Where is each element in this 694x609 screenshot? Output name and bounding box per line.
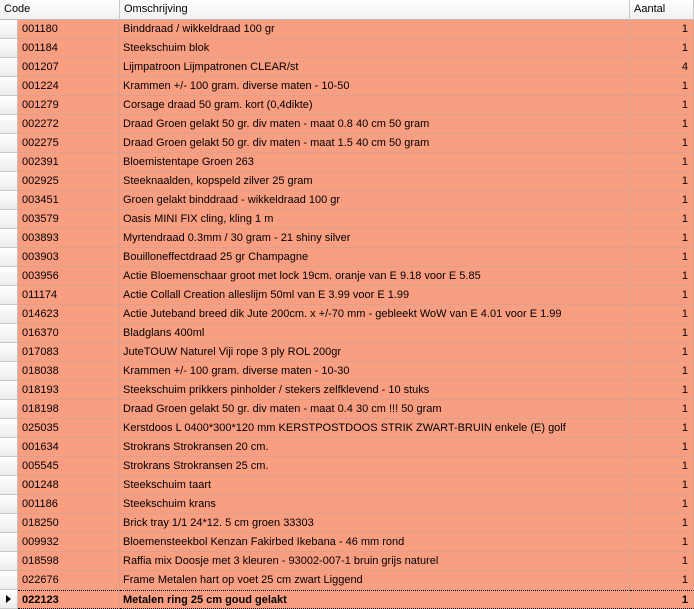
cell-description[interactable]: Draad Groen gelakt 50 gr. div maten - maat 0.8 40 cm 50 gram (120, 115, 630, 134)
table-row[interactable] (0, 400, 694, 419)
cell-code[interactable]: 009932 (18, 533, 120, 552)
cell-code[interactable]: 018250 (18, 514, 120, 533)
cell-quantity[interactable]: 1 (630, 172, 694, 191)
row-selector[interactable] (0, 457, 18, 476)
cell-quantity[interactable]: 1 (630, 229, 694, 248)
row-selector[interactable] (0, 20, 18, 39)
row-selector[interactable] (0, 476, 18, 495)
table-row[interactable] (0, 438, 694, 457)
cell-code[interactable]: 002925 (18, 172, 120, 191)
row-selector[interactable] (0, 115, 18, 134)
row-selector[interactable] (0, 248, 18, 267)
cell-quantity[interactable]: 1 (630, 438, 694, 457)
cell-description[interactable]: Draad Groen gelakt 50 gr. div maten - maat 1.5 40 cm 50 gram (120, 134, 630, 153)
cell-code[interactable]: 001279 (18, 96, 120, 115)
table-row[interactable] (0, 58, 694, 77)
cell-description[interactable]: Steekschuim blok (120, 39, 630, 58)
cell-code[interactable]: 005545 (18, 457, 120, 476)
table-row[interactable] (0, 248, 694, 267)
cell-description[interactable]: Bouilloneffectdraad 25 gr Champagne (120, 248, 630, 267)
table-row[interactable] (0, 362, 694, 381)
row-selector[interactable] (0, 305, 18, 324)
row-selector[interactable] (0, 381, 18, 400)
row-selector[interactable] (0, 39, 18, 58)
cell-code[interactable]: 001634 (18, 438, 120, 457)
cell-description[interactable]: Groen gelakt binddraad - wikkeldraad 100 gr (120, 191, 630, 210)
cell-code[interactable]: 001207 (18, 58, 120, 77)
row-selector[interactable] (0, 438, 18, 457)
cell-quantity[interactable]: 1 (630, 495, 694, 514)
cell-quantity[interactable]: 1 (630, 39, 694, 58)
table-row[interactable] (0, 267, 694, 286)
table-row[interactable] (0, 571, 694, 590)
cell-code[interactable]: 014623 (18, 305, 120, 324)
row-selector[interactable] (0, 514, 18, 533)
table-row-current[interactable] (0, 590, 694, 609)
cell-quantity[interactable]: 1 (630, 476, 694, 495)
cell-description[interactable]: Metalen ring 25 cm goud gelakt (120, 590, 630, 609)
cell-description[interactable]: Strokrans Strokransen 20 cm. (120, 438, 630, 457)
cell-code[interactable]: 002275 (18, 134, 120, 153)
cell-quantity[interactable]: 1 (630, 210, 694, 229)
cell-description[interactable]: Bladglans 400ml (120, 324, 630, 343)
cell-code[interactable]: 016370 (18, 324, 120, 343)
table-row[interactable] (0, 552, 694, 571)
cell-quantity[interactable]: 1 (630, 20, 694, 39)
table-row[interactable] (0, 191, 694, 210)
cell-quantity[interactable]: 1 (630, 267, 694, 286)
cell-code[interactable]: 001186 (18, 495, 120, 514)
table-row[interactable] (0, 153, 694, 172)
cell-quantity[interactable]: 1 (630, 134, 694, 153)
cell-quantity[interactable]: 1 (630, 305, 694, 324)
row-selector[interactable] (0, 286, 18, 305)
cell-quantity[interactable]: 1 (630, 343, 694, 362)
cell-description[interactable]: Actie Bloemenschaar groot met lock 19cm. oranje van E 9.18 voor E 5.85 (120, 267, 630, 286)
grid-header (0, 0, 694, 20)
cell-code[interactable]: 002272 (18, 115, 120, 134)
current-row-pointer-icon (6, 595, 11, 603)
row-selector[interactable] (0, 552, 18, 571)
cell-description[interactable]: Raffia mix Doosje met 3 kleuren - 93002-007-1 bruin grijs naturel (120, 552, 630, 571)
cell-quantity[interactable]: 1 (630, 115, 694, 134)
cell-code[interactable]: 003903 (18, 248, 120, 267)
row-selector[interactable] (0, 267, 18, 286)
column-header-code[interactable]: Code (0, 0, 120, 20)
cell-description[interactable]: Oasis MINI FIX cling, kling 1 m (120, 210, 630, 229)
cell-description[interactable]: JuteTOUW Naturel Viji rope 3 ply ROL 200gr (120, 343, 630, 362)
row-selector[interactable] (0, 571, 18, 590)
cell-description[interactable]: Corsage draad 50 gram. kort (0,4dikte) (120, 96, 630, 115)
cell-description[interactable]: Actie Collall Creation alleslijm 50ml van E 3.99 voor E 1.99 (120, 286, 630, 305)
cell-code[interactable]: 001184 (18, 39, 120, 58)
column-header-quantity[interactable]: Aantal (630, 0, 694, 20)
row-selector[interactable] (0, 96, 18, 115)
table-row[interactable] (0, 210, 694, 229)
table-row[interactable] (0, 514, 694, 533)
cell-quantity[interactable]: 1 (630, 533, 694, 552)
row-selector[interactable] (0, 191, 18, 210)
cell-quantity[interactable]: 1 (630, 571, 694, 590)
table-row[interactable] (0, 343, 694, 362)
row-selector[interactable] (0, 400, 18, 419)
table-row[interactable] (0, 305, 694, 324)
table-row[interactable] (0, 495, 694, 514)
cell-code[interactable]: 018198 (18, 400, 120, 419)
cell-code[interactable]: 002391 (18, 153, 120, 172)
row-selector[interactable] (0, 533, 18, 552)
cell-quantity[interactable]: 1 (630, 552, 694, 571)
row-selector[interactable] (0, 343, 18, 362)
cell-quantity[interactable]: 1 (630, 324, 694, 343)
row-selector[interactable] (0, 153, 18, 172)
cell-code[interactable]: 001180 (18, 20, 120, 39)
table-row[interactable] (0, 533, 694, 552)
cell-code[interactable]: 003893 (18, 229, 120, 248)
cell-code[interactable]: 011174 (18, 286, 120, 305)
cell-code[interactable]: 022123 (18, 590, 120, 609)
cell-description[interactable]: Krammen +/- 100 gram. diverse maten - 10-30 (120, 362, 630, 381)
cell-quantity[interactable]: 1 (630, 77, 694, 96)
cell-code[interactable]: 003451 (18, 191, 120, 210)
cell-quantity[interactable]: 4 (630, 58, 694, 77)
cell-quantity[interactable]: 1 (630, 362, 694, 381)
cell-description[interactable]: Actie Juteband breed dik Jute 200cm. x +/-70 mm - gebleekt WoW van E 4.01 voor E 1.99 (120, 305, 630, 324)
cell-code[interactable]: 003956 (18, 267, 120, 286)
cell-description[interactable]: Brick tray 1/1 24*12. 5 cm groen 33303 (120, 514, 630, 533)
cell-description[interactable]: Steekschuim prikkers pinholder / stekers zelfklevend - 10 stuks (120, 381, 630, 400)
cell-quantity[interactable]: 1 (630, 514, 694, 533)
row-selector[interactable] (0, 362, 18, 381)
table-row[interactable] (0, 115, 694, 134)
cell-quantity[interactable]: 1 (630, 286, 694, 305)
cell-quantity[interactable]: 1 (630, 590, 694, 609)
column-header-description[interactable]: Omschrijving (120, 0, 630, 20)
table-row[interactable] (0, 324, 694, 343)
cell-code[interactable]: 022676 (18, 571, 120, 590)
cell-description[interactable]: Steekschuim krans (120, 495, 630, 514)
cell-description[interactable]: Myrtendraad 0.3mm / 30 gram - 21 shiny silver (120, 229, 630, 248)
cell-quantity[interactable]: 1 (630, 248, 694, 267)
row-selector[interactable] (0, 419, 18, 438)
cell-code[interactable]: 001224 (18, 77, 120, 96)
table-row[interactable] (0, 77, 694, 96)
cell-quantity[interactable]: 1 (630, 153, 694, 172)
table-row[interactable] (0, 96, 694, 115)
cell-quantity[interactable]: 1 (630, 419, 694, 438)
cell-quantity[interactable]: 1 (630, 191, 694, 210)
cell-description[interactable]: Draad Groen gelakt 50 gr. div maten - maat 0.4 30 cm !!! 50 gram (120, 400, 630, 419)
cell-description[interactable]: Steekschuim taart (120, 476, 630, 495)
table-row[interactable] (0, 286, 694, 305)
table-row[interactable] (0, 229, 694, 248)
grid-rows (0, 20, 694, 609)
cell-description[interactable]: Krammen +/- 100 gram. diverse maten - 10-50 (120, 77, 630, 96)
row-selector[interactable] (0, 134, 18, 153)
table-row[interactable] (0, 20, 694, 39)
table-row[interactable] (0, 134, 694, 153)
row-selector[interactable] (0, 590, 18, 609)
cell-description[interactable]: Lijmpatroon Lijmpatronen CLEAR/st (120, 58, 630, 77)
cell-quantity[interactable]: 1 (630, 96, 694, 115)
cell-description[interactable]: Strokrans Strokransen 25 cm. (120, 457, 630, 476)
cell-description[interactable]: Steeknaalden, kopspeld zilver 25 gram (120, 172, 630, 191)
cell-code[interactable]: 018193 (18, 381, 120, 400)
cell-code[interactable]: 018598 (18, 552, 120, 571)
table-row[interactable] (0, 419, 694, 438)
cell-quantity[interactable]: 1 (630, 381, 694, 400)
row-selector[interactable] (0, 324, 18, 343)
table-row[interactable] (0, 172, 694, 191)
row-selector[interactable] (0, 210, 18, 229)
cell-description[interactable]: Frame Metalen hart op voet 25 cm zwart Liggend (120, 571, 630, 590)
cell-description[interactable]: Bloemensteekbol Kenzan Fakirbed Ikebana - 46 mm rond (120, 533, 630, 552)
cell-quantity[interactable]: 1 (630, 400, 694, 419)
cell-code[interactable]: 017083 (18, 343, 120, 362)
cell-description[interactable]: Kerstdoos L 0400*300*120 mm KERSTPOSTDOOS STRIK ZWART-BRUIN enkele (E) golf (120, 419, 630, 438)
row-selector[interactable] (0, 58, 18, 77)
cell-description[interactable]: Binddraad / wikkeldraad 100 gr (120, 20, 630, 39)
table-row[interactable] (0, 39, 694, 58)
table-row[interactable] (0, 457, 694, 476)
cell-code[interactable]: 018038 (18, 362, 120, 381)
cell-code[interactable]: 025035 (18, 419, 120, 438)
cell-code[interactable]: 001248 (18, 476, 120, 495)
row-selector[interactable] (0, 77, 18, 96)
table-row[interactable] (0, 476, 694, 495)
row-selector[interactable] (0, 495, 18, 514)
row-selector[interactable] (0, 172, 18, 191)
table-row[interactable] (0, 381, 694, 400)
cell-code[interactable]: 003579 (18, 210, 120, 229)
row-selector[interactable] (0, 229, 18, 248)
cell-description[interactable]: Bloemistentape Groen 263 (120, 153, 630, 172)
cell-quantity[interactable]: 1 (630, 457, 694, 476)
